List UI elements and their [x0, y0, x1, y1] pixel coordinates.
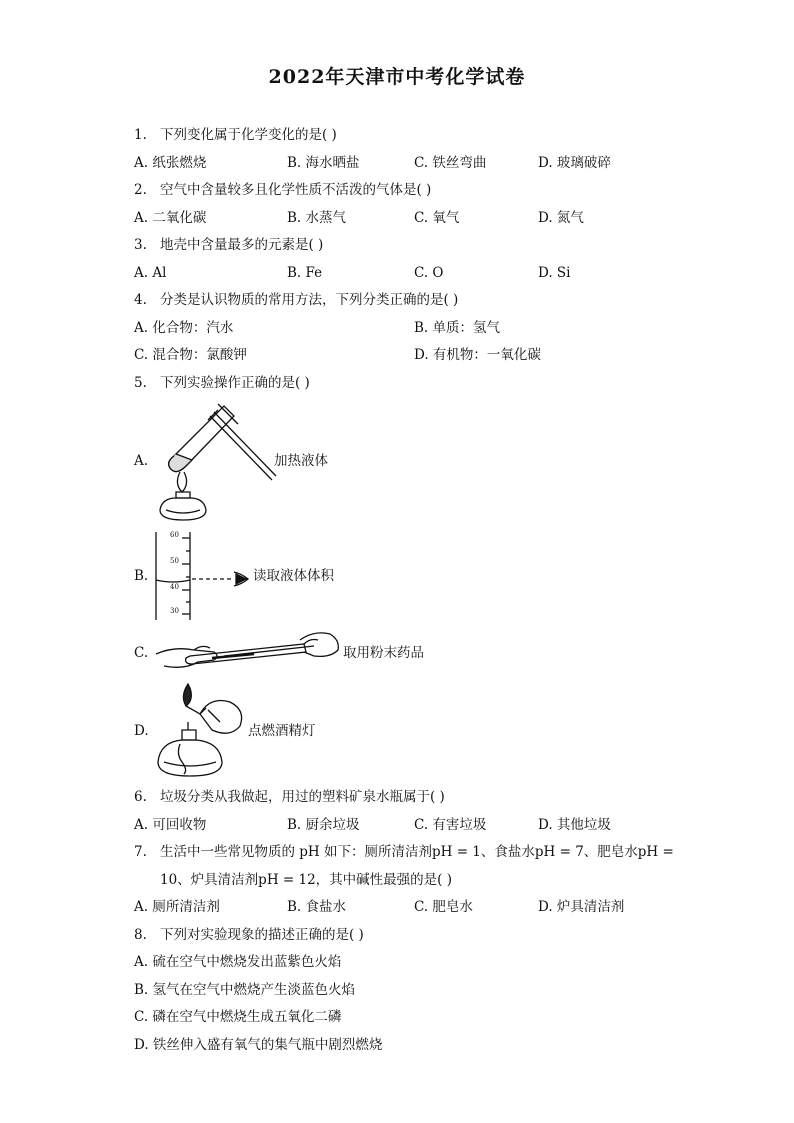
- option-b: B. Fe: [287, 265, 323, 281]
- option-c: C. 有害垃圾: [414, 817, 487, 833]
- option-d: D. 铁丝伸入盛有氧气的集气瓶中剧烈燃烧: [134, 1037, 383, 1053]
- question-number: 6.: [134, 789, 147, 805]
- question-stem: 垃圾分类从我做起，用过的塑料矿泉水瓶属于( ): [160, 789, 445, 805]
- figure-label-lamp: 点燃酒精灯: [248, 723, 316, 739]
- alcohol-lamp-figure: [150, 682, 250, 780]
- option-a: A. 化合物：汽水: [134, 320, 234, 336]
- question-number: 2.: [134, 182, 147, 198]
- question-stem: 下列变化属于化学变化的是( ): [160, 127, 337, 143]
- question-stem-continued: 10、炉具清洁剂pH = 12，其中碱性最强的是( ): [160, 872, 452, 888]
- option-c: C. 氧气: [414, 210, 460, 226]
- option-a: A.: [134, 453, 149, 469]
- option-d: D. 有机物：一氧化碳: [414, 347, 541, 363]
- question-number: 3.: [134, 237, 147, 253]
- question-number: 7.: [134, 844, 147, 860]
- question-stem: 下列对实验现象的描述正确的是( ): [160, 927, 364, 943]
- question-number: 8.: [134, 927, 147, 943]
- option-a: A. 二氧化碳: [134, 210, 207, 226]
- option-c: C. 肥皂水: [414, 899, 473, 915]
- figure-label-powder: 取用粉末药品: [343, 645, 424, 661]
- tick-label-50: 50: [170, 557, 179, 565]
- option-d: D. 炉具清洁剂: [538, 899, 625, 915]
- option-d: D. Si: [538, 265, 571, 281]
- page-title: 2022年天津市中考化学试卷: [268, 66, 526, 88]
- tick-label-30: 30: [170, 607, 179, 615]
- option-d: D. 其他垃圾: [538, 817, 611, 833]
- option-c: C.: [134, 645, 149, 661]
- figure-label-reading: 读取液体体积: [253, 568, 334, 584]
- question-number: 4.: [134, 292, 147, 308]
- question-number: 1.: [134, 127, 147, 143]
- option-a: A. 可回收物: [134, 817, 207, 833]
- option-b: B. 氢气在空气中燃烧产生淡蓝色火焰: [134, 982, 356, 998]
- option-d: D. 氮气: [538, 210, 584, 226]
- option-c: C. O: [414, 265, 444, 281]
- question-stem: 下列实验操作正确的是( ): [160, 375, 310, 391]
- question-stem: 生活中一些常见物质的 pH 如下：厕所清洁剂pH = 1、食盐水pH = 7、肥皂水pH =: [160, 844, 674, 860]
- option-a: A. 厕所清洁剂: [134, 899, 220, 915]
- question-number: 5.: [134, 375, 147, 391]
- heating-liquid-figure: [152, 398, 282, 524]
- tick-label-60: 60: [170, 531, 179, 539]
- option-b: B. 单质：氢气: [414, 320, 501, 336]
- option-d: D.: [134, 723, 149, 739]
- question-stem: 地壳中含量最多的元素是( ): [160, 237, 324, 253]
- option-c: C. 磷在空气中燃烧生成五氧化二磷: [134, 1009, 342, 1025]
- option-a: A. 纸张燃烧: [134, 155, 207, 171]
- option-c: C. 混合物：氯酸钾: [134, 347, 247, 363]
- question-stem: 空气中含量较多且化学性质不活泼的气体是( ): [160, 182, 432, 198]
- option-b: B. 水蒸气: [287, 210, 347, 226]
- powder-taking-figure: [154, 626, 344, 674]
- option-b: B. 海水晒盐: [287, 155, 360, 171]
- option-a: A. 硫在空气中燃烧发出蓝紫色火焰: [134, 954, 342, 970]
- tick-label-40: 40: [170, 583, 179, 591]
- question-stem: 分类是认识物质的常用方法，下列分类正确的是( ): [160, 292, 459, 308]
- option-d: D. 玻璃破碎: [538, 155, 611, 171]
- option-a: A. Al: [134, 265, 167, 281]
- option-b: B. 食盐水: [287, 899, 347, 915]
- figure-label-heating: 加热液体: [274, 453, 328, 469]
- graduated-cylinder-figure: [152, 530, 252, 622]
- option-c: C. 铁丝弯曲: [414, 155, 487, 171]
- option-b: B.: [134, 568, 149, 584]
- option-b: B. 厨余垃圾: [287, 817, 360, 833]
